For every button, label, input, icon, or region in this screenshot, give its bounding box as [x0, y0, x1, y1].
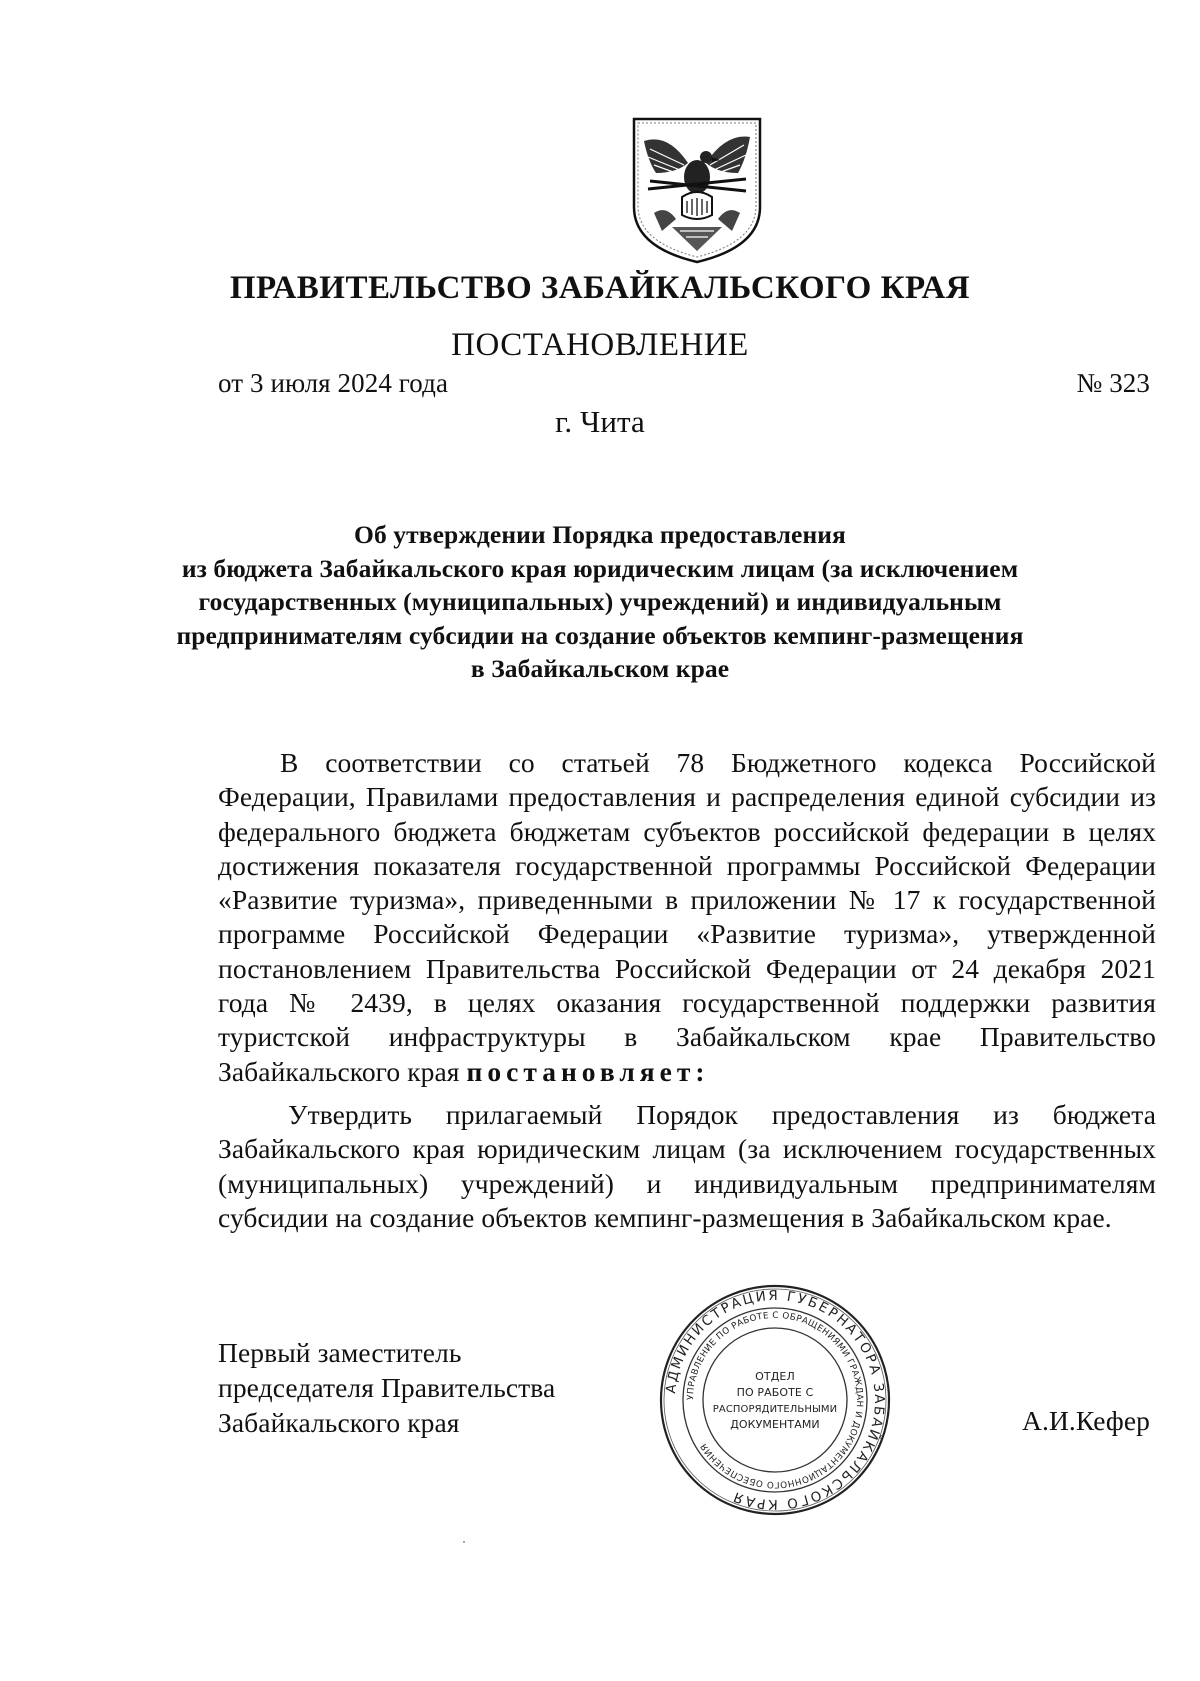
resolves-keyword: постановляет: [466, 1055, 710, 1087]
title-line: из бюджета Забайкальского края юридическим лицам (за исключением [181, 553, 1019, 583]
paragraph-line: федерального бюджета бюджетам субъектов российской федерации в целях [218, 815, 1156, 847]
paragraph-line: года № 2439, в целях оказания государственной поддержки развития [218, 987, 1156, 1019]
title-line: государственных (муниципальных) учреждений) и индивидуальным [198, 587, 1002, 616]
paragraph-line: туристской инфраструктуры в Забайкальском крае Правительство [218, 1021, 1156, 1053]
paragraph-line: субсидии на создание объектов кемпинг-размещения в Забайкальском крае. [218, 1201, 1112, 1233]
paragraph-line: Утвердить прилагаемый Порядок предоставления из бюджета [288, 1099, 1156, 1130]
document-title [150, 518, 1050, 686]
signatory-name: А.И.Кефер [1022, 1405, 1150, 1436]
paragraph-line: постановлением Правительства Российской Федерации от 24 декабря 2021 [218, 952, 1156, 984]
government-name: ПРАВИТЕЛЬСТВО ЗАБАЙКАЛЬСКОГО КРАЯ [229, 270, 971, 306]
title-line: Об утверждении Порядка предоставления [354, 520, 846, 549]
title-line: предпринимателям субсидии на создание объектов кемпинг-размещения [176, 620, 1024, 650]
title-line: в Забайкальском крае [470, 654, 730, 683]
seal-center-line: ПО РАБОТЕ С [736, 1386, 814, 1399]
official-seal-stamp [655, 1280, 895, 1520]
paragraph-line: достижения показателя государственной программы Российской Федерации [218, 849, 1156, 881]
position-line: председателя Правительства [218, 1372, 556, 1403]
document-date: от 3 июля 2024 года [218, 368, 449, 398]
scan-speck [463, 1541, 465, 1543]
paragraph-line: программе Российской Федерации «Развитие туризма», утвержденной [218, 918, 1156, 950]
seal-middle-text: УПРАВЛЕНИЕ ПО РАБОТЕ С ОБРАЩЕНИЯМИ ГРАЖДАН И ДОКУМЕНТАЦИОННОГО ОБЕСПЕЧЕНИЯ [685, 1310, 865, 1490]
document-type: ПОСТАНОВЛЕНИЕ [451, 327, 749, 363]
resolution-paragraph [218, 1098, 1156, 1235]
paragraph-line: Федерации, Правилами предоставления и распределения единой субсидии из [218, 781, 1156, 813]
paragraph-line [218, 1055, 1156, 1089]
paragraph-line: Забайкальского края юридическим лицам (за исключением государственных [218, 1133, 1156, 1165]
seal-center-line: ОТДЕЛ [755, 1370, 795, 1383]
seal-outer-text: АДМИНИСТРАЦИЯ ГУБЕРНАТОРА ЗАБАЙКАЛЬСКОГО КРАЯ [663, 1287, 888, 1513]
document-number: № 323 [1076, 368, 1150, 398]
signatory-position [218, 1335, 555, 1440]
seal-center-line: ДОКУМЕНТАМИ [730, 1418, 820, 1431]
position-line: Забайкальского края [218, 1407, 460, 1438]
position-line: Первый заместитель [218, 1337, 462, 1368]
preamble-paragraph [218, 746, 1156, 1089]
seal-center-line: РАСПОРЯДИТЕЛЬНЫМИ [712, 1404, 838, 1415]
paragraph-line: (муниципальных) учреждений) и индивидуальным предпринимателям [218, 1167, 1156, 1199]
zabaykalsky-coat-of-arms-icon [628, 115, 766, 265]
document-city: г. Чита [555, 404, 645, 439]
paragraph-line: В соответствии со статьей 78 Бюджетного кодекса Российской [280, 747, 1156, 778]
paragraph-line-prefix: Забайкальского края [218, 1055, 467, 1087]
paragraph-line: «Развитие туризма», приведенными в приложении № 17 к государственной [218, 884, 1156, 916]
